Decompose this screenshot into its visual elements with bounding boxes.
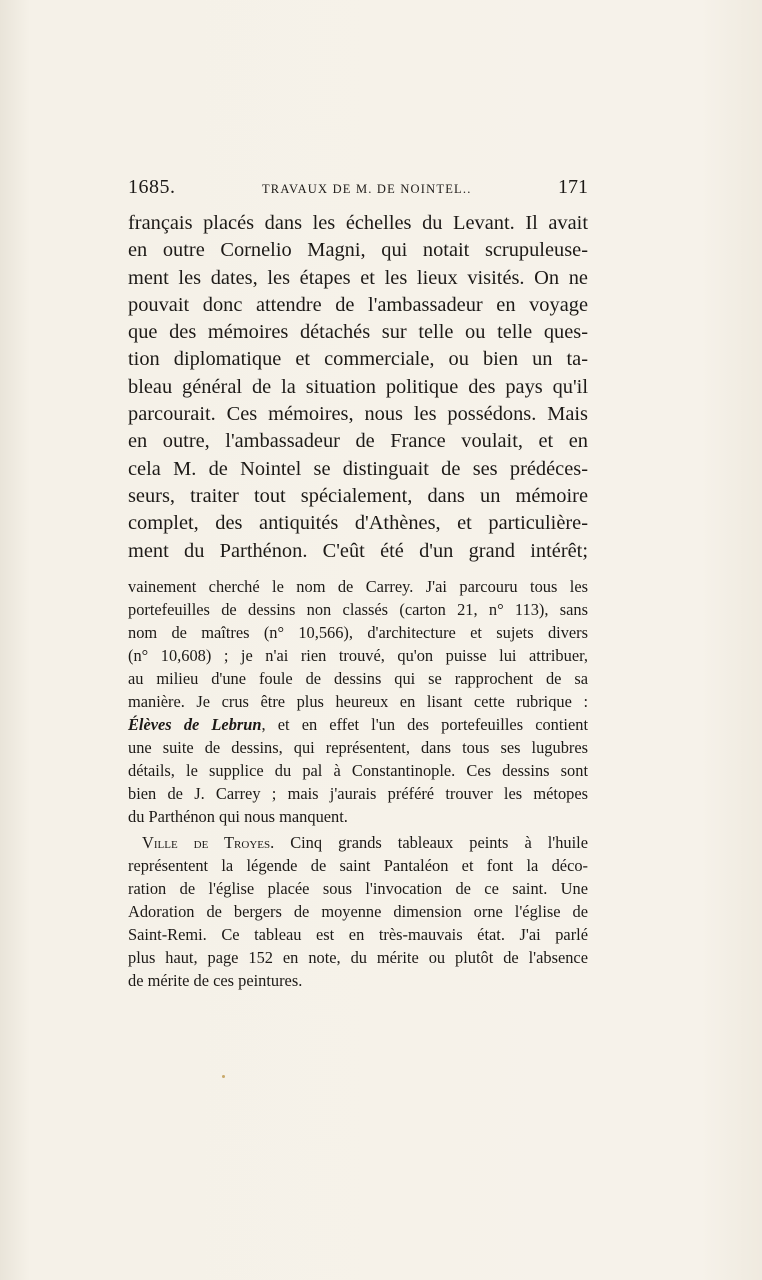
footnote-line: du Parthénon qui nous manquent. (128, 806, 348, 826)
main-text-line: parcourait. Ces mémoires, nous les possédons. Mais (128, 403, 588, 426)
footnote-line-rest: , et en effet l'un des portefeuilles contient (261, 714, 588, 734)
footnote-line: (n° 10,608) ; je n'ai rien trouvé, qu'on puisse lui attribuer, (128, 645, 588, 665)
footnote-line (128, 713, 588, 736)
main-text-line: en outre, l'ambassadeur de France voulait, et en (128, 430, 588, 453)
page-number: 171 (558, 176, 588, 198)
text-block (128, 176, 588, 992)
main-text-line: complet, des antiquités d'Athènes, et particulière- (128, 512, 588, 535)
footnote-line: détails, le supplice du pal à Constantinople. Ces dessins sont (128, 760, 588, 780)
main-text-line: seurs, traiter tout spécialement, dans un mémoire (128, 484, 588, 507)
footnote-line: ration de l'église placée sous l'invocation de ce saint. Une (128, 878, 588, 898)
main-text (128, 210, 588, 565)
main-text-line: pouvait donc attendre de l'ambassadeur en voyage (128, 293, 588, 316)
footnote-line (128, 831, 588, 854)
footnote-line: plus haut, page 152 en note, du mérite ou plutôt de l'absence (128, 947, 588, 967)
main-text-line: tion diplomatique et commerciale, ou bien un ta- (128, 348, 588, 371)
footnote-line: vainement cherché le nom de Carrey. J'ai parcouru tous les (128, 576, 588, 596)
footnote (128, 575, 588, 992)
footnote-line: Saint-Remi. Ce tableau est en très-mauvais état. J'ai parlé (128, 924, 588, 944)
footnote-line: manière. Je crus être plus heureux en lisant cette rubrique : (128, 691, 588, 711)
footnote-line: Adoration de bergers de moyenne dimension orne l'église de (128, 901, 588, 921)
main-text-line: ment du Parthénon. C'eût été d'un grand intérêt; (128, 539, 588, 562)
footnote-line: représentent la légende de saint Pantaléon et font la déco- (128, 855, 588, 875)
main-text-line: que des mémoires détachés sur telle ou telle ques- (128, 321, 588, 344)
footnote-line: au milieu d'une foule de dessins qui se rapprochent de sa (128, 668, 588, 688)
running-head (128, 176, 588, 210)
main-text-line: en outre Cornelio Magni, qui notait scrupuleuse- (128, 239, 588, 262)
main-text-line: ment les dates, les étapes et les lieux visités. On ne (128, 266, 588, 289)
footnote-line: de mérite de ces peintures. (128, 970, 303, 990)
place-heading: Ville de Troyes. (142, 832, 275, 852)
running-head-year: 1685. (128, 176, 176, 198)
footnote-line: nom de maîtres (n° 10,566), d'architecture et sujets divers (128, 622, 588, 642)
main-text-line: cela M. de Nointel se distinguait de ses prédéces- (128, 457, 588, 480)
running-head-title: TRAVAUX DE M. DE NOINTEL.. (261, 182, 472, 196)
footnote-line: une suite de dessins, qui représentent, dans tous ses lugubres (128, 737, 588, 757)
footnote-line: bien de J. Carrey ; mais j'aurais préféré trouver les métopes (128, 783, 588, 803)
paper-speck (222, 1075, 225, 1078)
italic-rubric: Élèves de Lebrun (128, 714, 262, 734)
main-text-line: bleau général de la situation politique des pays qu'il (128, 375, 588, 398)
footnote-line-rest: Cinq grands tableaux peints à l'huile (274, 832, 588, 852)
main-text-line: français placés dans les échelles du Levant. Il avait (128, 212, 588, 234)
footnote-line: portefeuilles de dessins non classés (carton 21, n° 113), sans (128, 599, 588, 619)
